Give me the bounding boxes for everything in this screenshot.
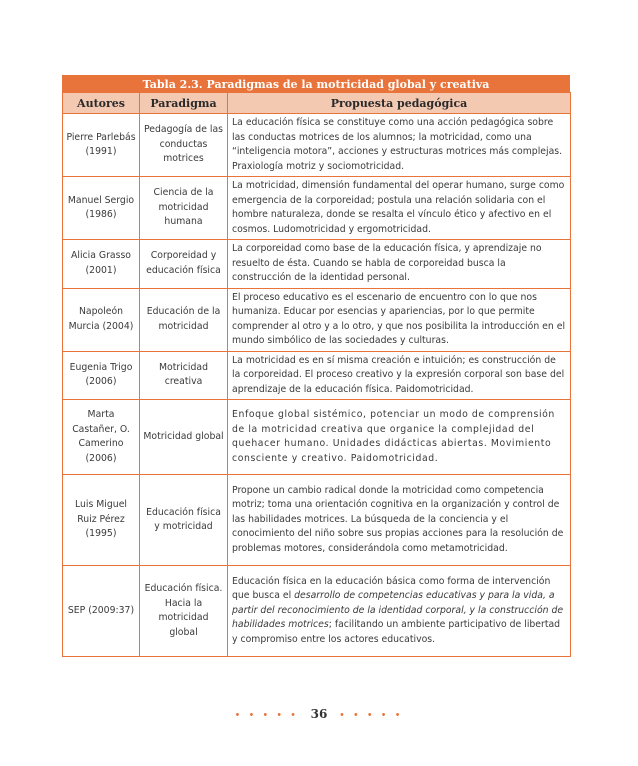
page-footer: [0, 707, 638, 721]
table-header-row: [63, 93, 571, 114]
table-row: [63, 177, 571, 240]
table-row: [63, 240, 571, 289]
proposal-cell: Enfoque global sistémico, potenciar un modo de comprensión de la motricidad creativa que organice la complejidad del quehacer humano. Unidades didácticas abiertas. Movimiento consciente y creativo. Paidomotricidad.: [228, 400, 571, 475]
paradigm-cell: Motricidad creativa: [140, 351, 228, 400]
decorative-dots-right: • • • • •: [339, 709, 404, 720]
author-cell: Pierre Parlebás (1991): [63, 114, 140, 177]
table-row: [63, 400, 571, 475]
proposal-cell: [228, 566, 571, 657]
author-cell: Marta Castañer, O. Camerino (2006): [63, 400, 140, 475]
table-row: [63, 566, 571, 657]
author-cell: SEP (2009:37): [63, 566, 140, 657]
proposal-cell: Propone un cambio radical donde la motricidad como competencia motriz; toma una orientación cognitiva en la organización y control de las habilidades motrices. La búsqueda de la conciencia y el conocimiento del niño sobre sus propias acciones para la resolución de problemas motores, considerándola como metamotricidad.: [228, 475, 571, 566]
paradigm-cell: Motricidad global: [140, 400, 228, 475]
paradigm-cell: Educación física y motricidad: [140, 475, 228, 566]
author-cell: Eugenia Trigo (2006): [63, 351, 140, 400]
paradigm-cell: Educación de la motricidad: [140, 288, 228, 351]
proposal-cell: La educación física se constituye como una acción pedagógica sobre las conductas motrices de los alumnos; la motricidad, como una “inteligencia motora”, acciones y estructuras motrices más complejas. Praxiología motriz y sociomotricidad.: [228, 114, 571, 177]
proposal-text-part: ; facilitando un ambiente participativo de libertad y compromiso entre los actores educativos.: [232, 619, 561, 645]
paradigm-cell: Corporeidad y educación física: [140, 240, 228, 289]
page-number: 36: [310, 707, 328, 721]
paradigm-cell: Ciencia de la motricidad humana: [140, 177, 228, 240]
proposal-cell: La motricidad, dimensión fundamental del operar humano, surge como emergencia de la corporeidad; postula una relación solidaria con el hombre naturaleza, donde se resalta el vínculo ético y afectivo en el cosmos. Ludomotricidad y ergomotricidad.: [228, 177, 571, 240]
paradigms-table-block: [62, 75, 570, 657]
proposal-italic-part: desarrollo de competencias educativas y para la vida, a partir del reconocimiento de la identidad corporal, y la construcción de habilidades motrices: [232, 590, 564, 631]
table-row: [63, 475, 571, 566]
author-cell: Manuel Sergio (1986): [63, 177, 140, 240]
proposal-text-part: Educación física en la educación básica como forma de intervención que busca el: [232, 575, 551, 602]
author-cell: Alicia Grasso (2001): [63, 240, 140, 289]
table-row: [63, 351, 571, 400]
table-row: [63, 114, 571, 177]
paradigm-cell: Educación física. Hacia la motricidad global: [140, 566, 228, 657]
table-caption: Tabla 2.3. Paradigmas de la motricidad global y creativa: [62, 75, 570, 92]
proposal-cell: El proceso educativo es el escenario de encuentro con lo que nos humaniza. Educar por esencias y apariencias, por lo que permite comprender al otro y a lo otro, y que nos posibilita la introducción en el mundo simbólico de las sociedades y culturas.: [228, 288, 571, 351]
proposal-cell: La motricidad es en sí misma creación e intuición; es construcción de la corporeidad. El proceso creativo y la expresión corporal son base del aprendizaje de la educación física. Paidomotricidad.: [228, 351, 571, 400]
paradigm-cell: Pedagogía de las conductas motrices: [140, 114, 228, 177]
author-cell: Napoleón Murcia (2004): [63, 288, 140, 351]
proposal-cell: La corporeidad como base de la educación física, y aprendizaje no resuelto de ésta. Cuando se habla de corporeidad busca la construcción de la identidad personal.: [228, 240, 571, 289]
paradigms-table: [62, 92, 571, 657]
header-paradigma: Paradigma: [140, 93, 228, 114]
header-autores: Autores: [63, 93, 140, 114]
author-cell: Luis Miguel Ruiz Pérez (1995): [63, 475, 140, 566]
header-propuesta: Propuesta pedagógica: [228, 93, 571, 114]
table-row: [63, 288, 571, 351]
decorative-dots-left: • • • • •: [234, 709, 299, 720]
